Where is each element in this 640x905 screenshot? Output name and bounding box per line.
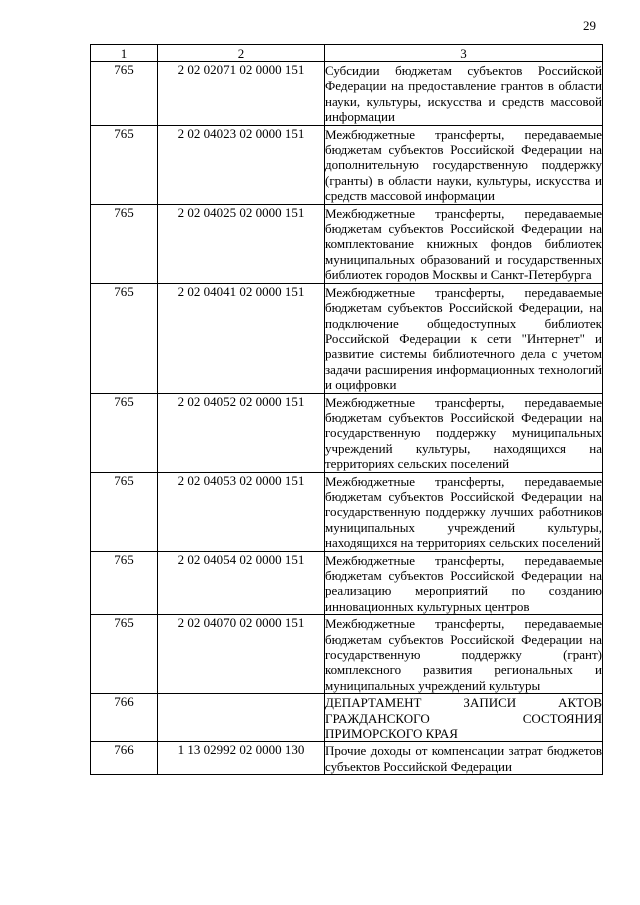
revenue-code-cell: 1 13 02992 02 0000 130: [158, 742, 325, 775]
admin-code-cell: 765: [91, 472, 158, 551]
table-row: [91, 62, 603, 126]
table-row: [91, 472, 603, 551]
admin-code-cell: 765: [91, 62, 158, 126]
description-text: Межбюджетные трансферты, передаваемые бюджетам субъектов Российской Федерации на государственную поддержку муниципальных учреждений культуры, находящихся на территориях сельских поселений: [325, 394, 602, 472]
description-cell: [325, 204, 603, 283]
description-text: Межбюджетные трансферты, передаваемые бюджетам субъектов Российской Федерации, на подключение общедоступных библиотек Российской Федерации к сети "Интернет" и развитие системы библиотечного дела с учетом задачи расширения информационных технологий и оцифровки: [325, 284, 602, 393]
revenue-code-cell: 2 02 04054 02 0000 151: [158, 551, 325, 615]
description-cell: [325, 694, 603, 742]
table-row: [91, 125, 603, 204]
table-row: [91, 742, 603, 775]
table-row: [91, 615, 603, 694]
description-cell: [325, 283, 603, 393]
description-text: Межбюджетные трансферты, передаваемые бюджетам субъектов Российской Федерации на государственную поддержку (грант) комплексного развития региональных и муниципальных учреждений культуры: [325, 616, 602, 693]
table-row: [91, 393, 603, 472]
admin-code-cell: 766: [91, 742, 158, 775]
table-row: [91, 551, 603, 615]
description-cell: [325, 125, 603, 204]
column-number-2: 2: [158, 45, 325, 62]
description-text: Межбюджетные трансферты, передаваемые бюджетам субъектов Российской Федерации на комплектование книжных фондов библиотек муниципальных образований и государственных библиотек городов Москвы и Санкт-Петербурга: [325, 205, 602, 283]
description-text: Субсидии бюджетам субъектов Российской Федерации на предоставление грантов в области науки, культуры, искусства и средств массовой информации: [325, 63, 602, 125]
description-cell: [325, 62, 603, 126]
admin-code-cell: 766: [91, 694, 158, 742]
description-cell: [325, 551, 603, 615]
admin-code-cell: 765: [91, 283, 158, 393]
revenue-code-cell: 2 02 04041 02 0000 151: [158, 283, 325, 393]
description-cell: [325, 742, 603, 775]
admin-code-cell: 765: [91, 615, 158, 694]
admin-code-cell: 765: [91, 125, 158, 204]
budget-codes-table: [90, 44, 603, 775]
table-row: [91, 694, 603, 742]
description-text: Прочие доходы от компенсации затрат бюджетов субъектов Российской Федерации: [325, 743, 602, 774]
description-text: Межбюджетные трансферты, передаваемые бюджетам субъектов Российской Федерации на дополнительную государственную поддержку (гранты) в области науки, культуры, искусства и средств массовой информации: [325, 126, 602, 204]
admin-code-cell: 765: [91, 204, 158, 283]
description-cell: [325, 472, 603, 551]
page-number: 29: [583, 18, 596, 33]
description-text: Межбюджетные трансферты, передаваемые бюджетам субъектов Российской Федерации на государственную поддержку лучших работников муниципальных учреждений культуры, находящихся на территориях сельских поселений: [325, 473, 602, 551]
table-header-row: [91, 45, 603, 62]
column-number-3: 3: [325, 45, 603, 62]
description-cell: [325, 615, 603, 694]
revenue-code-cell: 2 02 04023 02 0000 151: [158, 125, 325, 204]
table-row: [91, 204, 603, 283]
revenue-code-cell: [158, 694, 325, 742]
table-row: [91, 283, 603, 393]
department-heading: ДЕПАРТАМЕНТ ЗАПИСИ АКТОВ ГРАЖДАНСКОГО СОСТОЯНИЯ ПРИМОРСКОГО КРАЯ: [325, 695, 602, 742]
description-text: Межбюджетные трансферты, передаваемые бюджетам субъектов Российской Федерации на реализацию мероприятий по созданию инновационных культурных центров: [325, 552, 602, 614]
revenue-code-cell: 2 02 04052 02 0000 151: [158, 393, 325, 472]
admin-code-cell: 765: [91, 393, 158, 472]
admin-code-cell: 765: [91, 551, 158, 615]
revenue-code-cell: 2 02 04025 02 0000 151: [158, 204, 325, 283]
revenue-code-cell: 2 02 04053 02 0000 151: [158, 472, 325, 551]
description-cell: [325, 393, 603, 472]
column-number-1: 1: [91, 45, 158, 62]
revenue-code-cell: 2 02 02071 02 0000 151: [158, 62, 325, 126]
revenue-code-cell: 2 02 04070 02 0000 151: [158, 615, 325, 694]
